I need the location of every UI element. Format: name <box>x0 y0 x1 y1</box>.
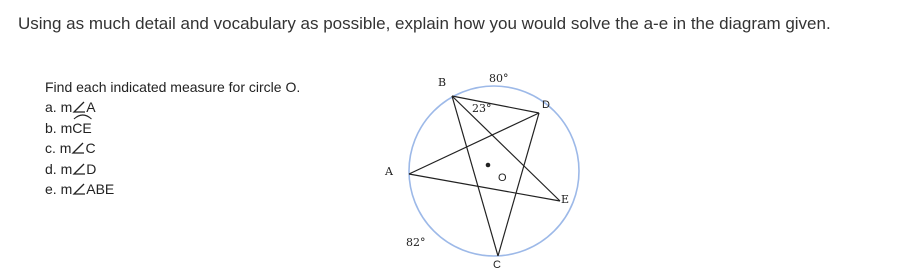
arc-measure-top: 80° <box>489 72 509 85</box>
point-label-d: D <box>542 99 550 111</box>
circle-o <box>409 86 579 256</box>
chord-bd <box>452 96 539 113</box>
part-letter: a. <box>45 99 57 115</box>
center-point <box>486 163 491 168</box>
part-letter: c. <box>45 140 56 156</box>
chord-ad <box>409 113 539 174</box>
part-letter: b. <box>45 119 57 136</box>
part-name: ABE <box>86 181 115 197</box>
chord-ae <box>409 174 560 201</box>
chord-be <box>452 96 560 201</box>
angle-icon <box>71 142 85 154</box>
point-label-e: E <box>561 193 570 206</box>
part-name: D <box>86 160 97 177</box>
part-prefix: m <box>60 99 73 115</box>
arc-icon <box>73 113 92 120</box>
point-label-b: B <box>438 76 447 89</box>
part-name: C <box>85 140 96 156</box>
arc-measure <box>72 118 91 139</box>
point-label-c: C <box>493 259 501 270</box>
angle-icon <box>72 163 86 175</box>
part-prefix: m <box>59 140 72 156</box>
part-e <box>45 179 114 200</box>
part-name: CE <box>72 119 92 136</box>
part-b <box>45 118 114 139</box>
part-d <box>45 159 114 180</box>
arc-measure-bottom: 82° <box>406 236 426 249</box>
angle-icon <box>72 183 86 195</box>
part-letter: d. <box>45 160 57 177</box>
part-name: A <box>86 99 96 115</box>
part-prefix: m <box>60 181 73 197</box>
angle-icon <box>72 101 86 113</box>
chord-dc <box>498 113 539 256</box>
angle-measure-b: 23° <box>472 102 492 115</box>
point-label-o: O <box>498 172 507 184</box>
parts-list <box>45 97 114 200</box>
point-label-a: A <box>385 165 393 178</box>
part-prefix: m <box>60 160 73 177</box>
part-letter: e. <box>45 181 57 197</box>
part-c <box>45 138 114 159</box>
circle-diagram <box>360 60 590 270</box>
problem-title: Find each indicated measure for circle O. <box>45 79 301 95</box>
question-text: Using as much detail and vocabulary as possible, explain how you would solve the a-e in the diagram given. <box>18 14 831 33</box>
chord-bc <box>452 96 498 256</box>
part-prefix: m <box>60 119 73 136</box>
